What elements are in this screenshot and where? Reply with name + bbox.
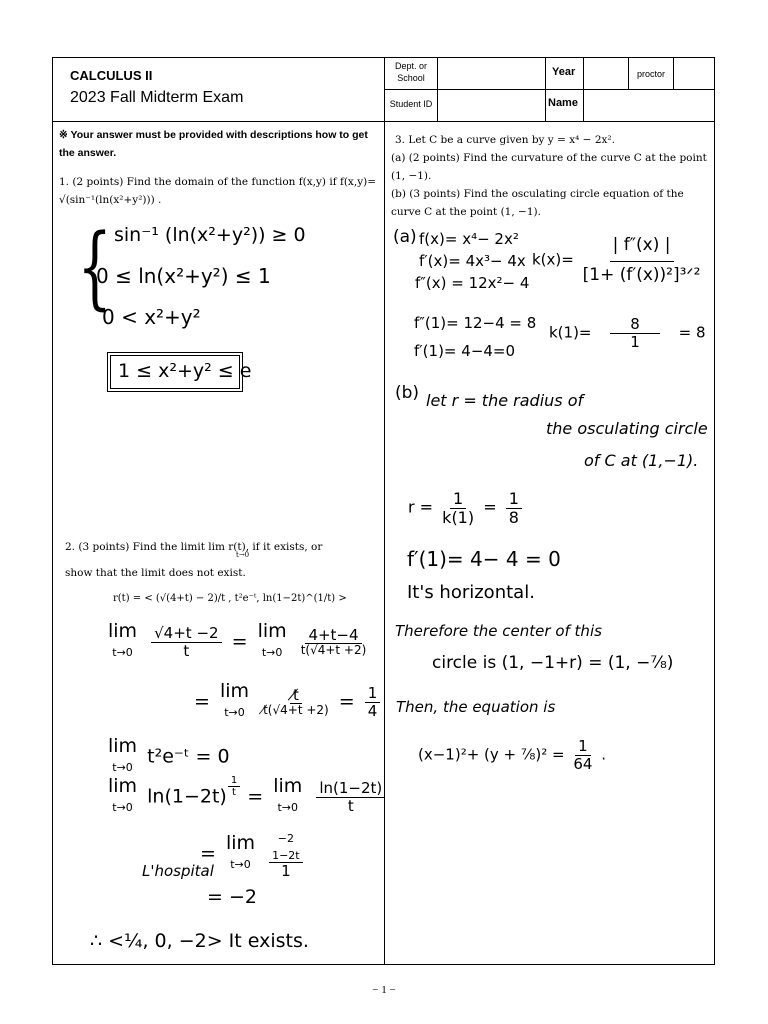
q3-b-line3: of C at (1,−1). <box>584 451 699 470</box>
lim-text-7: lim <box>225 831 256 854</box>
q1-text: 1. (2 points) Find the domain of the function f(x,y) if f(x,y)= √(sin⁻¹(ln(x²+y²))) . <box>59 176 377 206</box>
r-eq: = <box>483 497 497 517</box>
q3-then: Then, the equation is <box>396 698 556 716</box>
q2-lim-sub: t→0 <box>236 551 250 559</box>
course-title: CALCULUS II <box>70 68 153 83</box>
exam-title: 2023 Fall Midterm Exam <box>70 89 244 106</box>
header-col-3 <box>583 57 584 121</box>
q2-step1: lim t→0 $\frac{√4+t -2}{t}$ = lim t→0 $\frac{4+t-4}{t(√4+t +2)}$ <box>104 620 370 664</box>
lim-text-4: lim <box>108 735 138 757</box>
eq-den: 64 <box>573 754 593 773</box>
s4-num: ln(1−2t) <box>316 780 385 798</box>
lim-text: lim <box>108 620 138 642</box>
q3-therefore2: circle is (1, −1+r) = (1, −⁷⁄₈) <box>432 653 674 673</box>
lim-sub-6: t→0 <box>277 801 298 814</box>
s2-res-den: 4 <box>367 701 378 720</box>
lim-sub-3: t→0 <box>224 706 245 719</box>
q1-line1: sin⁻¹ (ln(x²+y²)) ≥ 0 <box>114 224 306 246</box>
lim-text-3: lim <box>219 680 250 702</box>
header-mid-line <box>384 89 715 90</box>
r-den2: 8 <box>508 507 519 527</box>
s5-num-a: −2 <box>277 832 294 845</box>
q3-b-line2: the osculating circle <box>546 419 708 438</box>
q2-step6: = −2 <box>207 886 257 908</box>
q2-conclusion: ∴ <¼, 0, −2> It exists. <box>90 930 309 952</box>
header-col-2 <box>545 57 546 121</box>
r-num: 1 <box>450 490 466 509</box>
lim-sub-4: t→0 <box>112 761 133 774</box>
s2-den: t̸(√4+t +2) <box>263 703 329 718</box>
q3-b-line1: let r = the radius of <box>426 391 584 410</box>
s4-exp-num: 1 <box>228 775 240 787</box>
lim-text-2: lim <box>257 620 287 642</box>
lim-sub-5: t→0 <box>112 801 133 814</box>
q2-formula: r(t) = < (√(4+t) − 2)/t , t²e⁻ᵗ, ln(1−2t)^(1/t) > <box>113 593 347 604</box>
q2-text1: 2. (3 points) Find the limit lim r(t), if it exists, or <box>65 541 323 553</box>
s4-den: t <box>347 796 354 815</box>
s1-den: t <box>183 641 190 660</box>
q3-fpp1: f″(1)= 12−4 = 8 <box>414 314 537 332</box>
q2-text2: show that the limit does not exist. <box>65 567 246 579</box>
q3-fp1-b: f′(1)= 4− 4 = 0 <box>407 547 561 571</box>
lim-sub: t→0 <box>112 646 133 659</box>
k1-res: = 8 <box>678 323 706 342</box>
q1-brace: { <box>77 215 112 320</box>
header-bottom-line <box>52 121 715 122</box>
lim-sub-2: t→0 <box>261 646 283 659</box>
k1-left: k(1)= <box>549 323 592 342</box>
q2-step2: = lim t→0 $\frac{t̸}{t̸(√4+t +2)}$ = $\frac{1}{4}$ <box>194 680 384 724</box>
dept-label: Dept. or School <box>394 61 427 83</box>
q3-k1 <box>549 316 706 350</box>
q3-text1: 3. Let C be a curve given by y = x⁴ − 2x². <box>395 134 615 146</box>
r-left: r = <box>408 497 434 517</box>
lim-text-6: lim <box>273 775 303 797</box>
year-label: Year <box>552 66 576 78</box>
q3-r <box>408 490 526 526</box>
name-label: Name <box>548 97 578 109</box>
eq-dot: . <box>601 745 607 764</box>
q3-therefore1: Therefore the center of this <box>395 622 602 640</box>
s1-num: √4+t −2 <box>151 625 221 643</box>
hospital-note: L'hospital <box>142 862 214 880</box>
q2-step3 <box>104 735 230 779</box>
q1-line3: 0 < x²+y² <box>102 305 201 329</box>
header-col-1 <box>437 57 438 121</box>
q1-answer: 1 ≤ x²+y² ≤ e <box>118 360 252 382</box>
s4-left: ln(1−2t) <box>147 785 227 808</box>
q3-b-label: (b) <box>395 383 420 403</box>
q3-equation <box>418 738 606 772</box>
instructions: ※ Your answer must be provided with descriptions how to get the answer. <box>59 129 368 159</box>
lim-sub-7: t→0 <box>230 857 251 871</box>
q3-text2: (a) (2 points) Find the curvature of the curve C at the point (1, −1). <box>391 152 707 182</box>
s1-num2: 4+t−4 <box>305 627 361 645</box>
r-num2: 1 <box>506 490 522 509</box>
eq-num: 1 <box>575 738 591 756</box>
k1-den: 1 <box>630 332 640 351</box>
k-den: [1+ (f′(x))²]³ᐟ² <box>582 264 701 285</box>
q3-horizontal: It's horizontal. <box>407 582 535 603</box>
q3-fpp: f″(x) = 12x²− 4 <box>415 274 530 292</box>
eq-left: (x−1)²+ (y + ⁷⁄₈)² = <box>418 745 565 764</box>
q3-fp: f′(x)= 4x³− 4x <box>419 252 526 270</box>
center-divider <box>384 57 385 965</box>
q3-fp1: f′(1)= 4−4=0 <box>414 342 516 360</box>
s1-den2: t(√4+t +2) <box>300 643 367 658</box>
q3-f: f(x)= x⁴− 2x² <box>419 230 519 248</box>
q3-text3: (b) (3 points) Find the osculating circle equation of the curve C at the point (1, −1). <box>391 188 684 218</box>
s5-den: 1 <box>281 862 291 881</box>
page-number: − 1 − <box>372 984 396 996</box>
k-num: | f″(x) | <box>610 236 674 262</box>
q1-line2: 0 ≤ ln(x²+y²) ≤ 1 <box>96 264 271 288</box>
q2-step4: lim t→0 ln(1−2t) $\frac{1}{t}$ = lim t→0 $\frac{\ln(1-2t)}{t}$ <box>104 775 389 819</box>
s5-num-b: 1−2t <box>269 850 303 863</box>
q3-k-formula <box>532 236 704 284</box>
s4-exp-den: t <box>232 787 236 798</box>
s3-text: t²e⁻ᵗ = 0 <box>147 745 230 768</box>
q2-step5: = lim t→0 −2 1−2t 1 <box>200 828 307 880</box>
s2-num: t̸ <box>290 687 302 705</box>
r-den: k(1) <box>442 507 475 527</box>
k1-num: 8 <box>610 316 660 334</box>
q3-a-label: (a) <box>393 227 417 247</box>
k-left: k(x)= <box>532 250 574 269</box>
header-col-4 <box>628 57 629 89</box>
header-col-5 <box>673 57 674 89</box>
proctor-label: proctor <box>636 69 665 79</box>
lim-text-5: lim <box>108 775 138 797</box>
s2-res-num: 1 <box>365 685 381 703</box>
student-id-label: Student ID <box>389 99 433 109</box>
